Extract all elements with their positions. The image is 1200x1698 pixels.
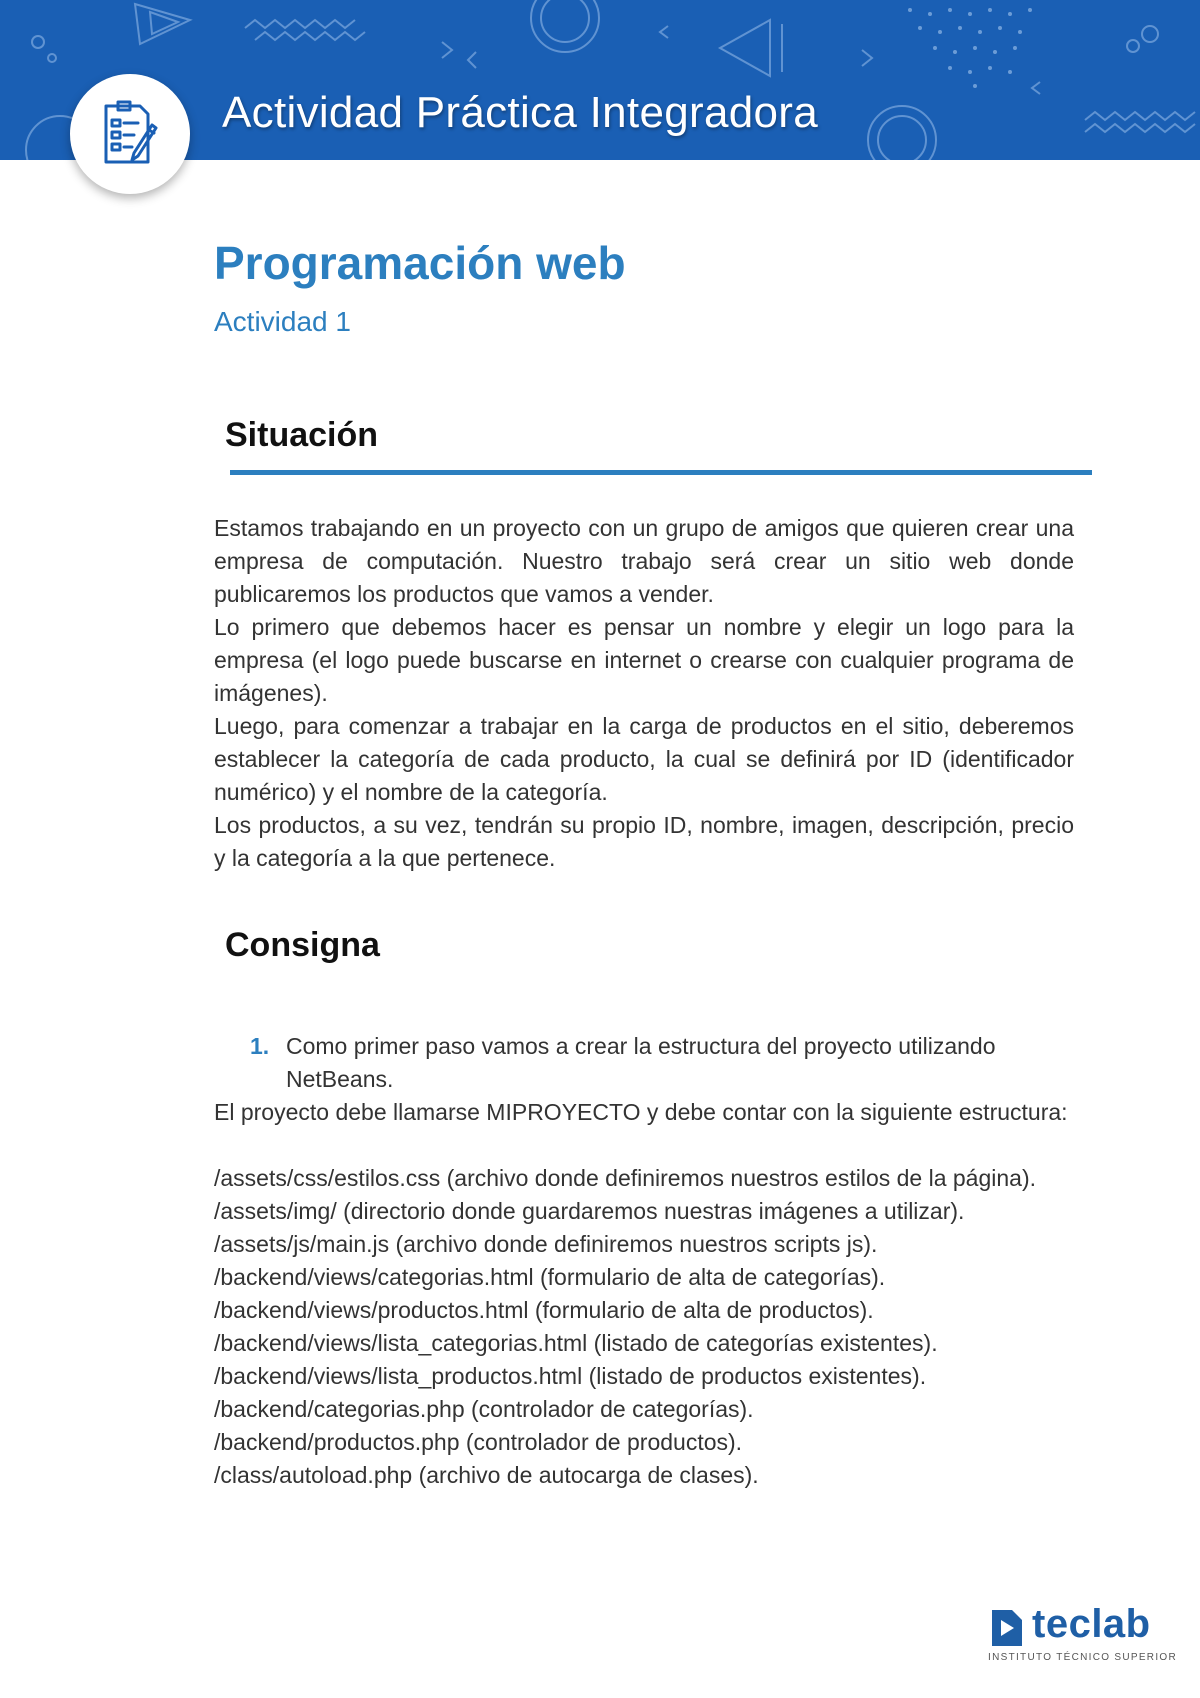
path-line: /backend/views/lista_productos.html (listado de productos existentes).	[214, 1363, 927, 1389]
situacion-paragraph: Luego, para comenzar a trabajar en la carga de productos en el sitio, deberemos establecer la categoría de cada producto, la cual se definirá por ID (identificador numérico) y el nombre de la categoría.	[214, 713, 1074, 805]
path-list	[214, 1162, 1074, 1492]
teclab-logo	[986, 1602, 1177, 1668]
situacion-paragraph: Los productos, a su vez, tendrán su propio ID, nombre, imagen, descripción, precio y la categoría a la que pertenece.	[214, 812, 1074, 871]
list-item-text: Como primer paso vamos a crear la estructura del proyecto utilizando NetBeans.	[286, 1033, 996, 1092]
situacion-body	[214, 512, 1074, 875]
consigna-intro: El proyecto debe llamarse MIPROYECTO y debe contar con la siguiente estructura:	[214, 1099, 1068, 1125]
consigna-heading: Consigna	[225, 926, 380, 964]
logo-wordmark: teclab	[1032, 1602, 1151, 1646]
path-line: /backend/categorias.php (controlador de categorías).	[214, 1396, 754, 1422]
list-item	[214, 1030, 1074, 1096]
banner-title: Actividad Práctica Integradora	[222, 88, 818, 137]
path-line: /assets/js/main.js (archivo donde definiremos nuestros scripts js).	[214, 1231, 878, 1257]
logo-tagline: INSTITUTO TÉCNICO SUPERIOR	[988, 1652, 1177, 1663]
play-logo-icon	[988, 1608, 1024, 1648]
path-line: /assets/css/estilos.css (archivo donde definiremos nuestros estilos de la página).	[214, 1165, 1037, 1191]
path-line: /backend/views/categorias.html (formulario de alta de categorías).	[214, 1264, 886, 1290]
path-line: /backend/views/productos.html (formulario de alta de productos).	[214, 1297, 874, 1323]
situacion-paragraph: Lo primero que debemos hacer es pensar un nombre y elegir un logo para la empresa (el logo puede buscarse en internet o crearse con cualquier programa de imágenes).	[214, 614, 1074, 706]
section-divider	[230, 470, 1092, 475]
path-line: /backend/views/lista_categorias.html (listado de categorías existentes).	[214, 1330, 938, 1356]
list-item-number: 1.	[250, 1033, 270, 1059]
course-title: Programación web	[214, 237, 626, 289]
path-line: /class/autoload.php (archivo de autocarga de clases).	[214, 1462, 759, 1488]
path-line: /backend/productos.php (controlador de productos).	[214, 1429, 743, 1455]
situacion-paragraph: Estamos trabajando en un proyecto con un grupo de amigos que quieren crear una empresa de computación. Nuestro trabajo será crear un sitio web donde publicaremos los productos que vamos a vender.	[214, 515, 1074, 607]
path-line: /assets/img/ (directorio donde guardaremos nuestras imágenes a utilizar).	[214, 1198, 965, 1224]
activity-subtitle: Actividad 1	[214, 306, 351, 337]
activity-badge	[70, 74, 190, 194]
situacion-heading: Situación	[225, 416, 379, 454]
document-edit-icon	[94, 98, 166, 170]
consigna-body	[214, 1030, 1074, 1492]
